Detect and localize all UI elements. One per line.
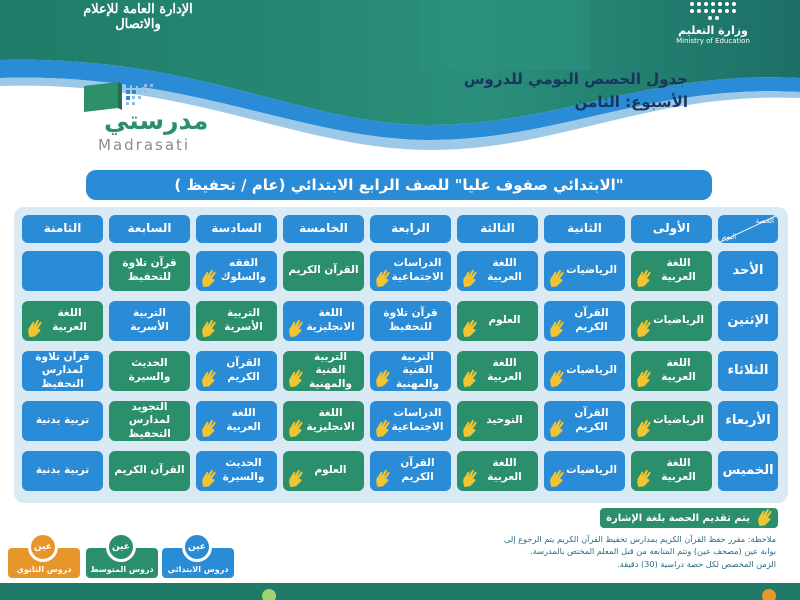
period-header: السابعة (109, 215, 190, 243)
channel-badge-secondary[interactable] (8, 532, 80, 578)
lesson-subject: اللغة العربية (487, 357, 522, 383)
lesson-cell[interactable] (631, 401, 712, 441)
lesson-subject: اللغة العربية (661, 457, 696, 483)
lesson-cell[interactable] (109, 451, 190, 491)
sign-language-hand-icon (548, 369, 566, 389)
lesson-cell[interactable] (22, 451, 103, 491)
ministry-logo (658, 0, 768, 52)
lesson-subject: الرياضيات (653, 314, 704, 327)
lesson-subject: الرياضيات (566, 264, 617, 277)
lesson-subject: الحديث والسيرة (128, 357, 171, 383)
sign-language-hand-icon (374, 369, 392, 389)
lesson-cell[interactable] (544, 401, 625, 441)
lesson-subject: الرياضيات (653, 414, 704, 427)
lesson-subject: اللغة العربية (487, 257, 522, 283)
lesson-subject: القرآن الكريم (400, 457, 435, 483)
sign-language-hand-icon (461, 319, 479, 339)
lesson-subject: قرآن تلاوة للتحفيظ (122, 257, 177, 283)
note-line-3: الزمن المخصص لكل حصة دراسية (30) دقيقة. (617, 558, 776, 569)
sign-language-hand-icon (200, 269, 218, 289)
lesson-cell[interactable] (196, 251, 277, 291)
period-header: الثانية (544, 215, 625, 243)
sign-language-hand-icon (635, 469, 653, 489)
header (0, 0, 800, 160)
sign-language-hand-icon (287, 319, 305, 339)
lesson-subject: التربية الأسرية (130, 307, 169, 333)
lesson-subject: تربية بدنية (35, 464, 90, 477)
lesson-cell[interactable] (457, 251, 538, 291)
lesson-cell[interactable] (370, 301, 451, 341)
ministry-dots-icon (690, 0, 736, 20)
ein-logo-icon: عين (182, 532, 212, 562)
lesson-subject: اللغة العربية (661, 257, 696, 283)
channel-badge-label: دروس الابتدائي (162, 548, 234, 578)
lesson-cell[interactable] (457, 451, 538, 491)
brand-name-en: Madrasati (98, 136, 191, 154)
lesson-subject: اللغة العربية (661, 357, 696, 383)
footer-logo-icon (762, 589, 776, 600)
lesson-cell[interactable] (283, 301, 364, 341)
sign-language-hand-icon (26, 319, 44, 339)
lesson-cell[interactable] (631, 351, 712, 391)
day-label: الأربعاء (718, 401, 778, 441)
lesson-cell[interactable] (22, 351, 103, 391)
note-line-2: بوابة عين (مصحف عين) وتتم المتابعة من قبل المعلم المختص بالمدرسة. (530, 546, 776, 557)
day-label: الأحد (718, 251, 778, 291)
lesson-cell[interactable] (283, 451, 364, 491)
sign-language-hand-icon (635, 269, 653, 289)
lesson-cell[interactable] (22, 251, 103, 291)
sign-language-hand-icon (548, 319, 566, 339)
ein-logo-icon: عين (106, 532, 136, 562)
sign-language-hand-icon (461, 269, 479, 289)
lesson-subject: قرآن تلاوة لمدارس التحفيظ (35, 350, 90, 390)
sign-language-hand-icon (374, 269, 392, 289)
sign-language-hand-icon (461, 419, 479, 439)
lesson-cell[interactable] (631, 451, 712, 491)
brand-name-ar: مدرستي (104, 106, 209, 135)
lesson-subject: اللغة العربية (226, 407, 261, 433)
lesson-subject: القرآن الكريم (574, 307, 609, 333)
lesson-cell[interactable] (370, 351, 451, 391)
sign-language-hand-icon (461, 369, 479, 389)
channel-badge-middle[interactable] (86, 532, 158, 578)
period-header: الثامنة (22, 215, 103, 243)
lesson-cell[interactable] (109, 351, 190, 391)
sign-language-hand-icon (200, 419, 218, 439)
lesson-cell[interactable] (370, 251, 451, 291)
department-logo: الإدارة العامة للإعلام والاتصال (83, 2, 193, 32)
lesson-subject: الحديث والسيرة (222, 457, 265, 483)
lesson-subject: الدراسات الاجتماعية (391, 257, 444, 283)
footer-bar (0, 583, 800, 600)
lesson-subject: اللغة العربية (487, 457, 522, 483)
lesson-cell[interactable] (283, 251, 364, 291)
lesson-subject: العلوم (314, 464, 347, 477)
schedule-table (14, 207, 788, 503)
note-line-1: ملاحظة: مقرر حفظ القرآن الكريم بمدارس تحفيظ القرآن الكريم يتم الرجوع إلى (503, 534, 776, 544)
day-label: الإثنين (718, 301, 778, 341)
sign-language-hand-icon (548, 269, 566, 289)
sign-language-hand-icon (374, 419, 392, 439)
lesson-subject: اللغة العربية (52, 307, 87, 333)
lesson-subject: الرياضيات (566, 364, 617, 377)
corner-period-label: الحصة (755, 217, 774, 225)
grade-banner: "الابتدائي صفوف عليا" للصف الرابع الابتدائي (عام / تحفيظ ) (86, 170, 712, 200)
channel-badge-label: دروس المتوسط (86, 548, 158, 578)
ministry-name-en: Ministry of Education (676, 37, 750, 45)
sign-language-hand-icon (756, 508, 774, 528)
notes (436, 533, 776, 570)
lesson-cell[interactable] (196, 301, 277, 341)
sign-language-hand-icon (548, 419, 566, 439)
lesson-cell[interactable] (370, 451, 451, 491)
sign-language-legend (600, 508, 778, 528)
table-corner (718, 215, 778, 243)
sign-language-hand-icon (287, 369, 305, 389)
week-label: الأسبوع: الثامن (574, 93, 688, 111)
lesson-subject: العلوم (488, 314, 521, 327)
period-header: الأولى (631, 215, 712, 243)
lesson-cell[interactable] (544, 251, 625, 291)
lesson-subject: الفقه والسلوك (220, 257, 267, 283)
channel-badge-elementary[interactable] (162, 532, 234, 578)
lesson-cell[interactable] (109, 401, 190, 441)
sign-language-legend-text: يتم تقديم الحصة بلغة الإشارة (606, 512, 750, 524)
lesson-subject: الرياضيات (566, 464, 617, 477)
ministry-name-ar: وزارة التعليم (678, 24, 748, 37)
sign-language-hand-icon (200, 469, 218, 489)
period-header: الخامسة (283, 215, 364, 243)
lesson-subject: قرآن تلاوة للتحفيظ (383, 307, 438, 333)
lesson-cell[interactable] (457, 301, 538, 341)
sign-language-hand-icon (548, 469, 566, 489)
lesson-cell[interactable] (196, 351, 277, 391)
lesson-cell[interactable] (22, 301, 103, 341)
sign-language-hand-icon (635, 419, 653, 439)
lesson-subject: التجويد لمدارس التحفيظ (128, 400, 171, 440)
schedule-title: جدول الحصص اليومي للدروس (463, 70, 688, 88)
day-label: الخميس (718, 451, 778, 491)
period-header: الرابعة (370, 215, 451, 243)
lesson-subject: القرآن الكريم (114, 464, 185, 477)
lesson-subject: تربية بدنية (35, 414, 90, 427)
lesson-cell[interactable] (457, 401, 538, 441)
lesson-subject: التربية الأسرية (224, 307, 263, 333)
lesson-subject: اللغة الانجليزية (306, 407, 355, 433)
channel-badge-label: دروس الثانوي (8, 548, 80, 578)
sign-language-hand-icon (635, 319, 653, 339)
lesson-cell[interactable] (631, 251, 712, 291)
footer-logo-icon (262, 589, 276, 600)
lesson-subject: التربية الفنية والمهنية (396, 350, 439, 390)
lesson-cell[interactable] (544, 451, 625, 491)
lesson-subject: التربية الفنية والمهنية (309, 350, 352, 390)
lesson-cell[interactable] (631, 301, 712, 341)
lesson-cell[interactable] (370, 401, 451, 441)
lesson-cell[interactable] (283, 401, 364, 441)
day-label: الثلاثاء (718, 351, 778, 391)
lesson-subject: القرآن الكريم (288, 264, 359, 277)
sign-language-hand-icon (635, 369, 653, 389)
lesson-cell[interactable] (109, 251, 190, 291)
lesson-cell[interactable] (283, 351, 364, 391)
sign-language-hand-icon (461, 469, 479, 489)
lesson-subject: التوحيد (486, 414, 523, 427)
lesson-subject: اللغة الانجليزية (306, 307, 355, 333)
lesson-cell[interactable] (544, 351, 625, 391)
sign-language-hand-icon (287, 469, 305, 489)
sign-language-hand-icon (287, 419, 305, 439)
lesson-subject: القرآن الكريم (574, 407, 609, 433)
sign-language-hand-icon (200, 369, 218, 389)
corner-day-label: اليوم (722, 233, 737, 241)
lesson-cell[interactable] (544, 301, 625, 341)
madrasati-logo (78, 78, 228, 154)
sign-language-hand-icon (374, 469, 392, 489)
lesson-cell[interactable] (196, 401, 277, 441)
period-header: الثالثة (457, 215, 538, 243)
lesson-cell[interactable] (457, 351, 538, 391)
ein-logo-icon: عين (28, 532, 58, 562)
period-header: السادسة (196, 215, 277, 243)
lesson-cell[interactable] (196, 451, 277, 491)
lesson-cell[interactable] (109, 301, 190, 341)
sign-language-hand-icon (200, 319, 218, 339)
lesson-subject: الدراسات الاجتماعية (391, 407, 444, 433)
lesson-cell[interactable] (22, 401, 103, 441)
lesson-subject: القرآن الكريم (226, 357, 261, 383)
